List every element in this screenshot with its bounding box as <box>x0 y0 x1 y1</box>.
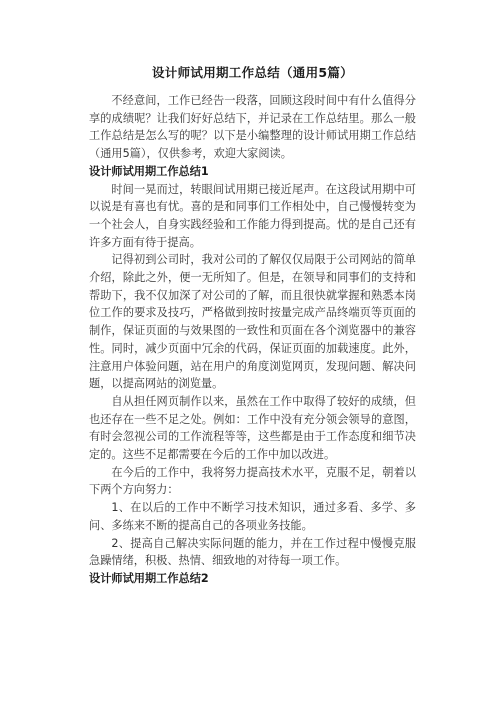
document-title: 设计师试用期工作总结（通用5篇） <box>152 65 353 80</box>
intro-paragraph: 不经意间，工作已经告一段落，回顾这段时间中有什么值得分享的成绩呢？让我们好好总结下，并记录在工作总结里。那么一般工作总结是怎么写的呢？以下是小编整理的设计师试用期工作总结（通用5篇），仅供参考，欢迎大家阅读。 <box>89 94 416 161</box>
section-heading-2: 设计师试用期工作总结2 <box>89 571 209 585</box>
section1-paragraph: 自从担任网页制作以来，虽然在工作中取得了较好的成绩，但也还存在一些不足之处。例如：工作中没有充分领会领导的意图，有时会忽视公司的工作流程等等，这些都是由于工作态度和细节决定的。这些不足都需要在今后的工作中加以改进。 <box>89 394 416 462</box>
section1-list-item: 1、在以后的工作中不断学习技术知识，通过多看、多学、多问、多练来不断的提高自己的各项业务技能。 <box>89 501 416 532</box>
section-heading-1: 设计师试用期工作总结1 <box>89 164 209 178</box>
section1-paragraph: 在今后的工作中，我将努力提高技术水平，克服不足，朝着以下两个方向努力： <box>89 465 416 497</box>
section1-list-item: 2、提高自己解决实际问题的能力，并在工作过程中慢慢克服急躁情绪，积极、热情、细致地的对待每一项工作。 <box>89 536 416 568</box>
section1-paragraph: 记得初到公司时，我对公司的了解仅仅局限于公司网站的简单介绍，除此之外，便一无所知了。但是，在领导和同事们的支持和帮助下，我不仅加深了对公司的了解，而且很快就掌握和熟悉本岗位工作的要求及技巧，严格做到按时按量完成产品终端页等页面的制作，保证页面的与效果图的一致性和页面在各个浏览器中的兼容性。同时，减少页面中冗余的代码，保证页面的加载速度。此外，注意用户体验问题，站在用户的角度浏览网页，发现问题、解决问题，以提高网站的浏览量。 <box>89 253 416 391</box>
section1-paragraph: 时间一晃而过，转眼间试用期已接近尾声。在这段试用期中可以说是有喜也有忧。喜的是和同事们工作相处中，自己慢慢转变为一个社会人，自身实践经验和工作能力得到提高。忧的是自己还有许多方面有待于提高。 <box>89 182 416 249</box>
